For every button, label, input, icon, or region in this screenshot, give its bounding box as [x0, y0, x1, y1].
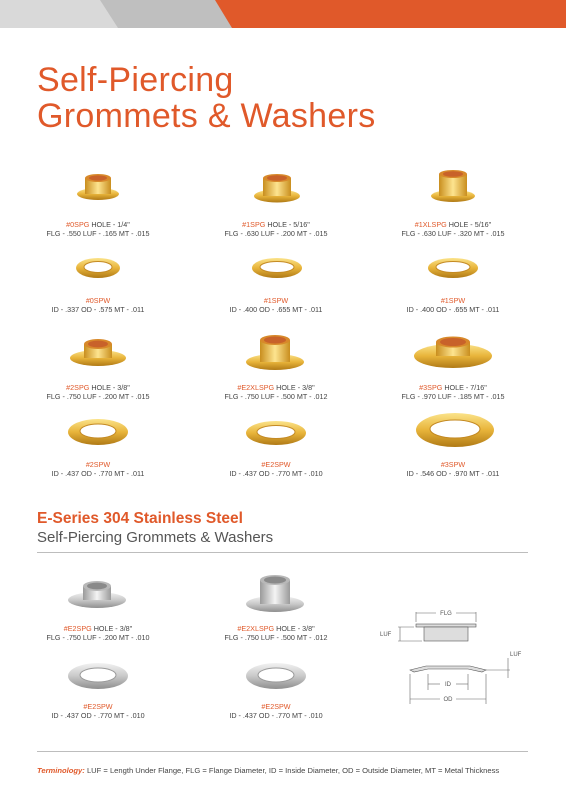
section-divider: [37, 552, 528, 553]
title-line-1: Self-Piercing: [37, 61, 234, 99]
washer-2spw-image: [66, 416, 130, 448]
grommet-e2spg-image: [66, 578, 128, 610]
product-code: #1SPG: [242, 220, 266, 229]
grommet-e2xlspg-steel-image: [244, 572, 306, 614]
product-spec: HOLE - 3/8": [274, 624, 315, 633]
product-code: #2SPW: [85, 460, 111, 469]
product-caption: [363, 460, 543, 478]
product-caption: [363, 220, 543, 238]
product-dims: ID - .400 OD - .655 MT - .011: [406, 305, 500, 314]
grommet-1xlspg-image: [428, 168, 478, 204]
product-caption: [8, 460, 188, 478]
id-label: ID: [445, 682, 451, 688]
product-dims: FLG - .630 LUF - .320 MT - .015: [401, 229, 505, 238]
footer-divider: [37, 751, 528, 752]
product-dims: ID - .546 OD - .970 MT - .011: [406, 469, 500, 478]
washer-1spw-image: [250, 255, 304, 281]
product-caption: [8, 702, 188, 720]
page-title: [37, 62, 376, 134]
washer-e2spw-steel-image: [66, 660, 130, 692]
product-code: #0SPW: [85, 296, 111, 305]
product-code: #3SPW: [440, 460, 466, 469]
product-dims: ID - .437 OD - .770 MT - .010: [51, 711, 145, 720]
washer-3spw-image: [414, 410, 496, 450]
grommet-e2xlspg-image: [244, 332, 306, 372]
washer-e2spw-image: [244, 418, 308, 448]
product-caption: [186, 296, 366, 314]
grommet-2spg-image: [68, 336, 128, 368]
title-line-2: Grommets & Washers: [37, 97, 376, 135]
section-subtitle: Self-Piercing Grommets & Washers: [37, 529, 274, 546]
terminology-text: LUF = Length Under Flange, FLG = Flange Diameter, ID = Inside Diameter, OD = Outside Diameter, MT = Metal Thickness: [84, 766, 500, 775]
product-spec: HOLE - 5/16": [446, 220, 492, 229]
luf-side-label: LUF: [510, 652, 522, 658]
product-dims: ID - .400 OD - .655 MT - .011: [229, 305, 323, 314]
product-code: #E2SPG: [63, 624, 92, 633]
product-code: #E2SPW: [83, 702, 113, 711]
product-code: #1SPW: [440, 296, 466, 305]
product-code: #E2XLSPG: [237, 383, 275, 392]
product-caption: [186, 383, 366, 401]
product-caption: [8, 383, 188, 401]
product-spec: HOLE - 3/8": [89, 383, 130, 392]
washer-1spw-image: [426, 255, 480, 281]
product-code: #E2XLSPG: [237, 624, 275, 633]
product-caption: [186, 624, 366, 642]
washer-0spw-image: [74, 255, 122, 281]
product-caption: [363, 383, 543, 401]
product-dims: ID - .437 OD - .770 MT - .011: [51, 469, 145, 478]
product-dims: FLG - .550 LUF - .165 MT - .015: [46, 229, 150, 238]
product-spec: HOLE - 5/16": [265, 220, 310, 229]
washer-e2spw-steel-image: [244, 660, 308, 692]
section-title: E-Series 304 Stainless Steel: [37, 510, 243, 527]
grommet-3spg-image: [412, 334, 494, 370]
product-dims: FLG - .750 LUF - .500 MT - .012: [224, 392, 328, 401]
product-caption: [8, 220, 188, 238]
product-dims: ID - .437 OD - .770 MT - .010: [229, 469, 323, 478]
product-spec: HOLE - 1/4": [89, 220, 130, 229]
product-dims: ID - .337 OD - .575 MT - .011: [51, 305, 145, 314]
product-spec: HOLE - 3/8": [91, 624, 133, 633]
product-dims: FLG - .750 LUF - .500 MT - .012: [224, 633, 328, 642]
product-spec: HOLE - 3/8": [274, 383, 315, 392]
product-code: #3SPG: [419, 383, 443, 392]
product-caption: [8, 296, 188, 314]
grommet-0spg-image: [75, 172, 121, 202]
flg-label: FLG: [440, 611, 452, 617]
product-caption: [8, 624, 188, 642]
grommet-1spg-image: [252, 172, 302, 204]
product-code: #E2SPW: [261, 702, 291, 711]
product-code: #E2SPW: [261, 460, 291, 469]
product-dims: FLG - .750 LUF - .200 MT - .010: [46, 633, 150, 642]
product-caption: [186, 702, 366, 720]
terminology-label: Terminology:: [37, 766, 85, 775]
product-code: #0SPG: [66, 220, 90, 229]
od-label: OD: [443, 697, 453, 703]
dimension-diagram: [378, 598, 530, 720]
product-dims: FLG - .630 LUF - .200 MT - .015: [224, 229, 328, 238]
product-code: #1SPW: [263, 296, 289, 305]
product-spec: HOLE - 7/16": [442, 383, 487, 392]
product-caption: [363, 296, 543, 314]
luf-top-label: LUF: [380, 632, 392, 638]
product-dims: FLG - .970 LUF - .185 MT - .015: [401, 392, 505, 401]
product-caption: [186, 220, 366, 238]
product-code: #1XLSPG: [414, 220, 447, 229]
product-dims: ID - .437 OD - .770 MT - .010: [229, 711, 323, 720]
product-code: #2SPG: [66, 383, 90, 392]
product-dims: FLG - .750 LUF - .200 MT - .015: [46, 392, 150, 401]
product-caption: [186, 460, 366, 478]
terminology-note: [37, 766, 499, 775]
